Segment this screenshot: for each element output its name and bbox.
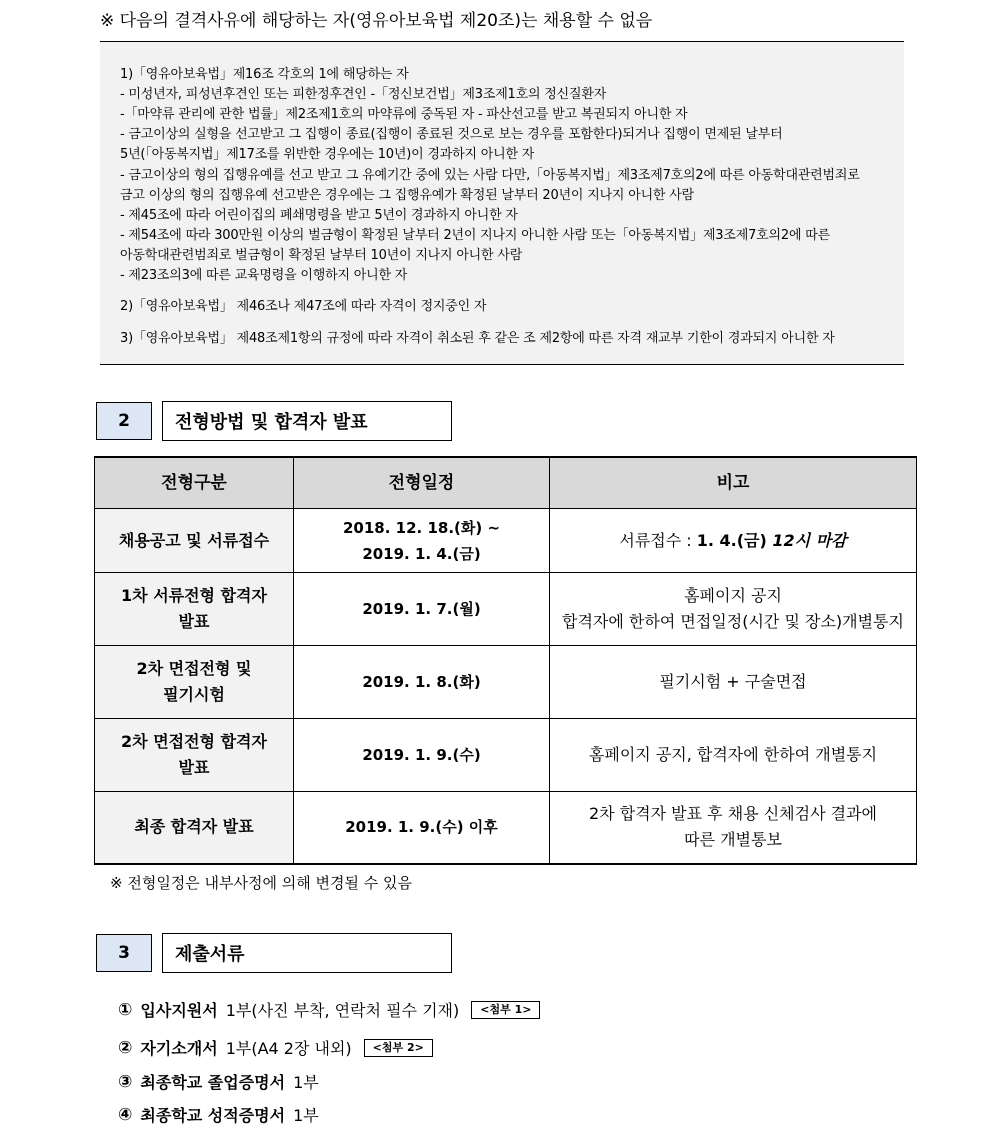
stage-cell: 2차 면접전형 합격자 발표: [95, 719, 294, 792]
doc-detail: 1부: [293, 1073, 319, 1092]
header-schedule: 전형일정: [294, 457, 550, 509]
disq-sub-item: -「마약류 관리에 관한 법률」제2조제1호의 마약류에 중독된 자 - 파산선고를 받고 복권되지 아니한 자: [120, 107, 688, 122]
note-cell: 필기시험 + 구술면접: [550, 646, 917, 719]
disq-item-1: 1)「영유아보육법」제16조 각호의 1에 해당하는 자: [120, 67, 409, 82]
section-number-3: 3: [96, 934, 152, 972]
doc-name: 최종학교 성적증명서: [140, 1106, 286, 1125]
doc-name: 입사지원서: [140, 1001, 218, 1020]
stage-cell: 최종 합격자 발표: [95, 792, 294, 864]
doc-item-self-intro: [118, 1036, 433, 1059]
doc-number: ④: [118, 1104, 133, 1125]
header-remarks: 비고: [550, 457, 917, 509]
attachment-tag: <첨부 2>: [364, 1039, 433, 1057]
header-stage: 전형구분: [95, 457, 294, 509]
date-cell: 2019. 1. 9.(수): [294, 719, 550, 792]
date-cell: 2018. 12. 18.(화) ~ 2019. 1. 4.(금): [294, 509, 550, 573]
stage-cell: 2차 면접전형 및 필기시험: [95, 646, 294, 719]
disq-sub-item: - 미성년자, 피성년후견인 또는 피한정후견인 -「정신보건법」제3조제1호의 정신질환자: [120, 87, 607, 102]
date-cell: 2019. 1. 8.(화): [294, 646, 550, 719]
attachment-tag: <첨부 1>: [471, 1001, 540, 1019]
disq-sub-item-cont: 아동학대관련범죄로 벌금형이 확정된 날부터 10년이 지나지 아니한 사람: [120, 248, 523, 263]
note-cell: 홈페이지 공지 합격자에 한하여 면접일정(시간 및 장소)개별통지: [550, 573, 917, 646]
disq-sub-item: - 제54조에 따라 300만원 이상의 벌금형이 확정된 날부터 2년이 지나지 아니한 사람 또는「아동복지법」제3조제7호의2에 따른: [120, 228, 830, 243]
note-cell: 홈페이지 공지, 합격자에 한하여 개별통지: [550, 719, 917, 792]
doc-item-graduation-cert: [118, 1070, 319, 1093]
schedule-footnote: ※ 전형일정은 내부사정에 의해 변경될 수 있음: [110, 874, 412, 892]
doc-name: 자기소개서: [140, 1039, 218, 1058]
disq-sub-item: - 금고이상의 형의 집행유예를 선고 받고 그 유예기간 중에 있는 사람 다만,「아동복지법」제3조제7호의2에 따른 아동학대관련범죄로: [120, 168, 860, 183]
doc-name: 최종학교 졸업증명서: [140, 1073, 286, 1092]
stage-cell: 채용공고 및 서류접수: [95, 509, 294, 573]
doc-detail: 1부(사진 부착, 연락처 필수 기재): [225, 1001, 460, 1020]
doc-number: ①: [118, 999, 133, 1020]
disqualification-heading: ※ 다음의 결격사유에 해당하는 자(영유아보육법 제20조)는 채용할 수 없음: [100, 11, 653, 31]
disq-sub-item: - 제23조의3에 따른 교육명령을 이행하지 아니한 자: [120, 268, 408, 283]
date-cell: 2019. 1. 7.(월): [294, 573, 550, 646]
doc-number: ③: [118, 1071, 133, 1092]
disq-item-3: 3)「영유아보육법」 제48조제1항의 규정에 따라 자격이 취소된 후 같은 조 제2항에 따른 자격 재교부 기한이 경과되지 아니한 자: [120, 331, 835, 346]
disq-sub-item-cont: 금고 이상의 형의 집행유예 선고받은 경우에는 그 집행유예가 확정된 날부터 20년이 지나지 아니한 사람: [120, 188, 694, 203]
note-cell: 서류접수 : 1. 4.(금) 12시 마감: [550, 509, 917, 573]
date-cell: 2019. 1. 9.(수) 이후: [294, 792, 550, 864]
section-number-2: 2: [96, 402, 152, 440]
table-row: [95, 573, 917, 646]
disq-sub-item-cont: 5년(「아동복지법」제17조를 위반한 경우에는 10년)이 경과하지 아니한 자: [120, 147, 535, 162]
note-cell: 2차 합격자 발표 후 채용 신체검사 결과에 따른 개별통보: [550, 792, 917, 864]
table-row: [95, 719, 917, 792]
table-row: [95, 509, 917, 573]
table-header-row: [95, 457, 917, 509]
disqualification-box: [100, 41, 904, 365]
doc-detail: 1부(A4 2장 내외): [225, 1039, 352, 1058]
stage-cell: 1차 서류전형 합격자 발표: [95, 573, 294, 646]
table-row: [95, 646, 917, 719]
disq-sub-item: - 금고이상의 실형을 선고받고 그 집행이 종료(집행이 종료된 것으로 보는 경우를 포함한다)되거나 집행이 면제된 날부터: [120, 127, 783, 142]
doc-item-application: [118, 998, 540, 1021]
doc-detail: 1부: [293, 1106, 319, 1125]
doc-item-transcript: [118, 1103, 319, 1126]
section-title-selection: 전형방법 및 합격자 발표: [162, 401, 452, 441]
schedule-table: [94, 456, 917, 865]
table-row: [95, 792, 917, 864]
section-title-documents: 제출서류: [162, 933, 452, 973]
disq-item-2: 2)「영유아보육법」 제46조나 제47조에 따라 자격이 정지중인 자: [120, 299, 487, 314]
doc-number: ②: [118, 1037, 133, 1058]
disq-sub-item: - 제45조에 따라 어린이집의 폐쇄명령을 받고 5년이 경과하지 아니한 자: [120, 208, 518, 223]
